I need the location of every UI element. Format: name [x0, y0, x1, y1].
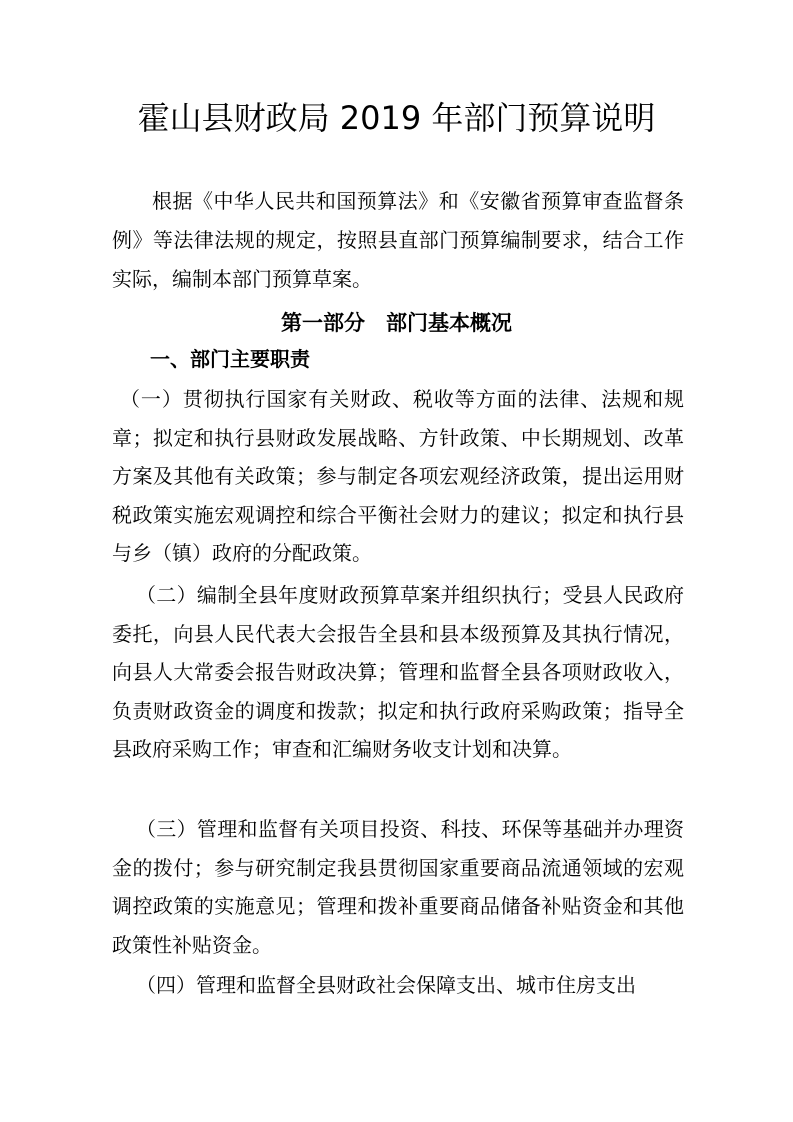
duty-paragraph-4: （四）管理和监督全县财政社会保障支出、城市住房支出	[136, 973, 636, 997]
duty-paragraph-1: （一）贯彻执行国家有关财政、税收等方面的法律、法规和规章；拟定和执行县财政发展战略、方针政策、中长期规划、改革方案及其他有关政策；参与制定各项宏观经济政策，提出运用财税政策实施宏观调控和综合平衡社会财力的建议；拟定和执行县与乡（镇）政府的分配政策。	[112, 387, 684, 565]
part-heading: 第一部分 部门基本概况	[281, 311, 512, 335]
duty-paragraph-3: （三）管理和监督有关项目投资、科技、环保等基础并办理资金的拨付；参与研究制定我县贯彻国家重要商品流通领域的宏观调控政策的实施意见；管理和拨补重要商品储备补贴资金和其他政策性补贴资金。	[112, 817, 684, 957]
section-heading: 一、部门主要职责	[150, 347, 310, 371]
intro-paragraph: 根据《中华人民共和国预算法》和《安徽省预算审查监督条例》等法律法规的规定，按照县直部门预算编制要求，结合工作实际，编制本部门预算草案。	[112, 189, 684, 291]
duty-paragraph-2: （二）编制全县年度财政预算草案并组织执行；受县人民政府委托，向县人民代表大会报告全县和县本级预算及其执行情况，向县人大常委会报告财政决算；管理和监督全县各项财政收入，负责财政资金的调度和拨款；拟定和执行政府采购政策；指导全县政府采购工作；审查和汇编财务收支计划和决算。	[112, 583, 684, 761]
document-title: 霍山县财政局 2019 年部门预算说明	[137, 99, 656, 137]
